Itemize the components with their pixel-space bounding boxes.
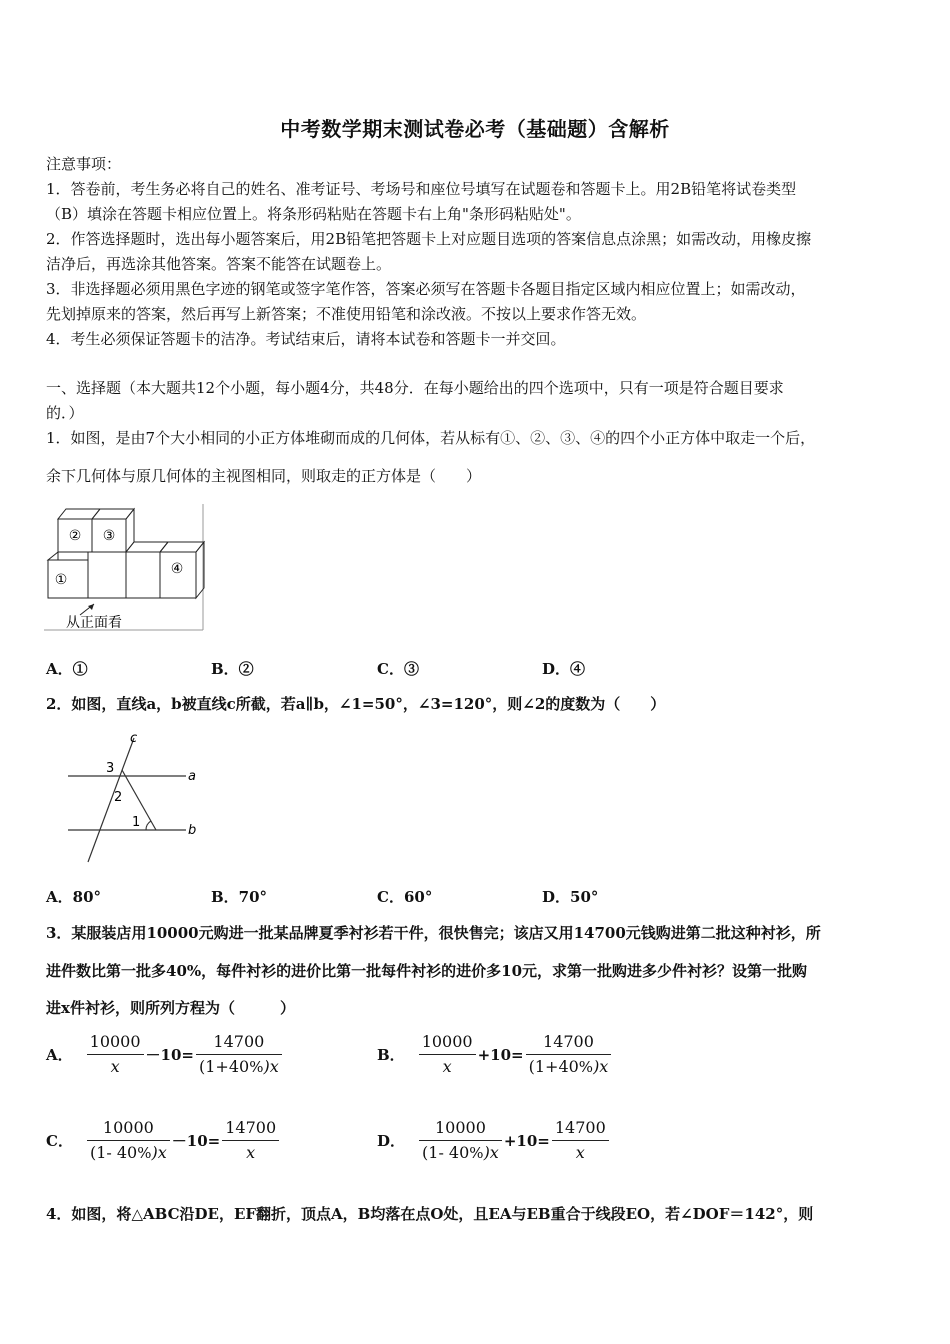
- cube-label-3: ③: [102, 528, 116, 544]
- q4-text: 4．如图，将△ABC沿DE，EF翻折，顶点A，B均落在点O处，且EA与EB重合于线段EO，若∠DOF＝142°，则: [46, 1205, 814, 1223]
- notice-line: 先划掉原来的答案，然后再写上新答案；不准使用铅笔和涂改液。不按以上要求作答无效。: [46, 305, 647, 323]
- fraction: $\frac{14700}{(1+40\%)x}$: [526, 1030, 612, 1079]
- q2-option-c[interactable]: C．60°: [377, 888, 433, 906]
- notice-line: 洁净后，再选涂其他答案。答案不能答在试题卷上。: [46, 255, 392, 273]
- option-label: D．: [377, 1132, 406, 1150]
- cube-label-2: ②: [68, 528, 82, 544]
- label-2: 2: [114, 790, 123, 805]
- notice-line: 3．非选择题必须用黑色字迹的钢笔或签字笔作答，答案必须写在答题卡各题目指定区域内相应位置上；如需改动，: [46, 280, 806, 298]
- q3-text: 进x件衬衫，则所列方程为（ ）: [46, 999, 295, 1017]
- notice-line: 4．考生必须保证答题卡的洁净。考试结束后，请将本试卷和答题卡一并交回。: [46, 330, 566, 348]
- q2-parallel-lines-figure: [64, 728, 204, 866]
- q3-text: 3．某服装店用10000元购进一批某品牌夏季衬衫若干件，很快售完；该店又用14700元钱购进第二批这种衬衫，所: [46, 924, 821, 942]
- fraction: $\frac{14700}{(1+40\%)x}$: [196, 1030, 282, 1079]
- fraction: $\frac{10000}{x}$: [87, 1030, 144, 1079]
- option-label: A．: [46, 1046, 73, 1064]
- q1-text: 1．如图，是由7个大小相同的小正方体堆砌而成的几何体，若从标有①、②、③、④的四个小正方体中取走一个后，: [46, 429, 816, 447]
- view-caption: 从正面看: [66, 615, 122, 631]
- q1-option-a[interactable]: A．①: [46, 660, 88, 678]
- label-c: c: [130, 731, 138, 746]
- fraction: $\frac{10000}{x}$: [419, 1030, 476, 1079]
- option-label: B．: [377, 1046, 405, 1064]
- cube-label-4: ④: [170, 561, 184, 577]
- q2-option-a[interactable]: A．80°: [46, 888, 102, 906]
- q1-cube-figure: [44, 502, 206, 632]
- q2-option-b[interactable]: B．70°: [211, 888, 268, 906]
- q2-option-d[interactable]: D．50°: [542, 888, 599, 906]
- q3-option-d[interactable]: D． $\frac{10000}{(1- 40\%)x}$ +10= $\frac{14700}{x}$: [377, 1116, 609, 1165]
- option-label: C．: [46, 1132, 73, 1150]
- fraction: $\frac{14700}{x}$: [222, 1116, 279, 1165]
- section-heading-cont: 的．）: [46, 404, 84, 422]
- q2-text: 2．如图，直线a，b被直线c所截，若a∥b，∠1=50°，∠3=120°，则∠2的度数为（ ）: [46, 695, 666, 713]
- q3-text: 进件数比第一批多40%，每件衬衫的进价比第一批每件衬衫的进价多10元，求第一批购进多少件衬衫？设第一批购: [46, 962, 808, 980]
- page-title: 中考数学期末测试卷必考（基础题）含解析: [280, 117, 670, 141]
- q1-option-b[interactable]: B．②: [211, 660, 254, 678]
- q3-option-a[interactable]: A． $\frac{10000}{x}$ －10= $\frac{14700}{(1+40\%)x}$: [46, 1030, 282, 1079]
- label-1: 1: [132, 815, 141, 830]
- q1-option-c[interactable]: C．③: [377, 660, 419, 678]
- section-heading: 一、选择题（本大题共12个小题，每小题4分，共48分．在每小题给出的四个选项中，只有一项是符合题目要求: [46, 379, 784, 397]
- q1-text: 余下几何体与原几何体的主视图相同，则取走的正方体是（ ）: [46, 467, 482, 485]
- notice-line: 1．答卷前，考生务必将自己的姓名、准考证号、考场号和座位号填写在试题卷和答题卡上。用2B铅笔将试卷类型: [46, 180, 797, 198]
- label-a: a: [188, 769, 196, 784]
- fraction: $\frac{14700}{x}$: [552, 1116, 609, 1165]
- fraction: $\frac{10000}{(1- 40\%)x}$: [87, 1116, 170, 1165]
- notice-line: 2．作答选择题时，选出每小题答案后，用2B铅笔把答题卡上对应题目选项的答案信息点涂黑；如需改动，用橡皮擦: [46, 230, 812, 248]
- notice-line: （B）填涂在答题卡相应位置上。将条形码粘贴在答题卡右上角"条形码粘贴处"。: [46, 205, 581, 223]
- q1-option-d[interactable]: D．④: [542, 660, 586, 678]
- q3-option-c[interactable]: C． $\frac{10000}{(1- 40\%)x}$ －10= $\frac{14700}{x}$: [46, 1116, 279, 1165]
- label-3: 3: [106, 761, 115, 776]
- q3-option-b[interactable]: B． $\frac{10000}{x}$ +10= $\frac{14700}{(1+40\%)x}$: [377, 1030, 611, 1079]
- label-b: b: [188, 823, 197, 838]
- fraction: $\frac{10000}{(1- 40\%)x}$: [419, 1116, 502, 1165]
- notice-heading: 注意事项：: [46, 155, 122, 173]
- cube-label-1: ①: [54, 572, 68, 588]
